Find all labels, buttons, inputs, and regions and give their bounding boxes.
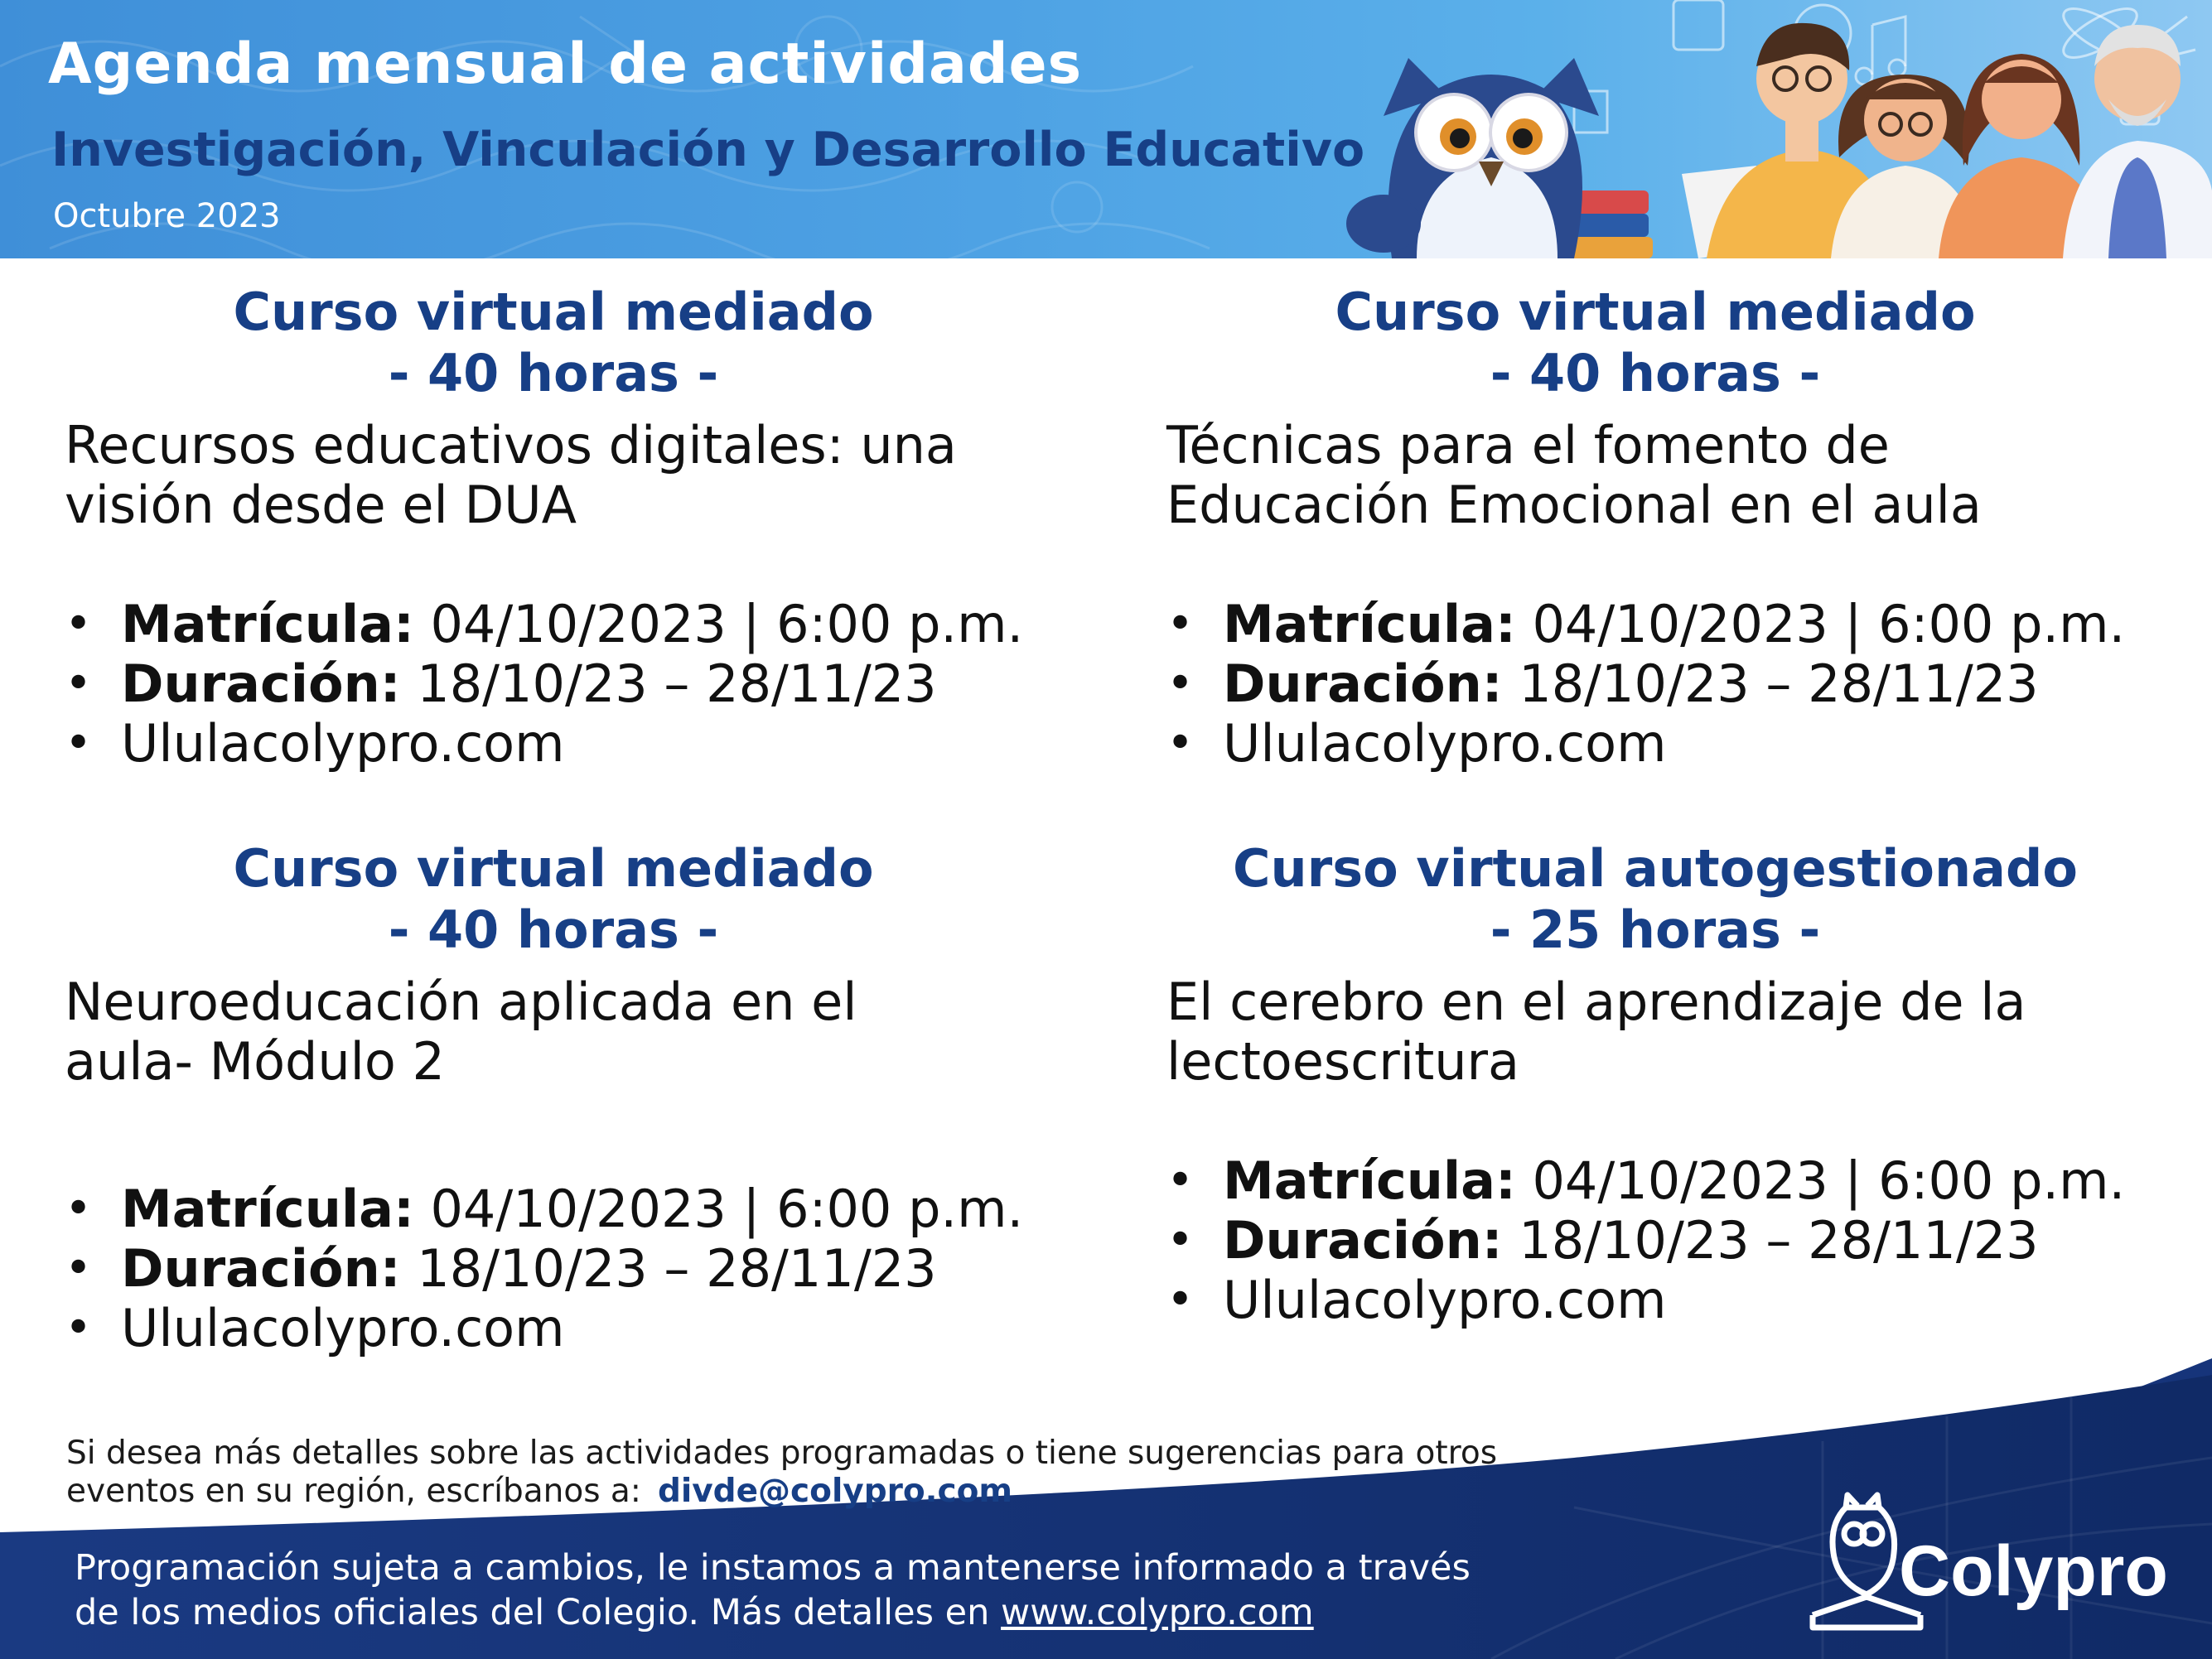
enrollment-item: • Matrícula: 04/10/2023 | 6:00 p.m. [65,595,1092,654]
footer-disclaimer: Programación sujeta a cambios, le instamos a mantenerse informado a través de los medios oficiales del Colegio. Más detalles en www.colypro.com [75,1547,1471,1633]
page-date: Octubre 2023 [53,197,281,235]
course-hours: - 40 horas - [388,343,719,403]
course-name: Neuroeducación aplicada en el aula- Módulo 2 [65,972,857,1092]
contact-email-link[interactable]: divde@colypro.com [657,1473,1013,1510]
course-name: Técnicas para el fomento de Educación Emocional en el aula [1166,415,1982,535]
course-card [1166,282,2194,774]
duration-item: • Duración: 18/10/23 – 28/11/23 [65,654,1092,714]
course-card [65,838,1092,1358]
course-details [1166,595,2194,774]
duration-item: • Duración: 18/10/23 – 28/11/23 [65,1239,1092,1299]
course-type: Curso virtual mediado [1335,282,1976,342]
enrollment-item: • Matrícula: 04/10/2023 | 6:00 p.m. [65,1179,1092,1239]
course-name: Recursos educativos digitales: una visión desde el DUA [65,415,957,535]
course-hours: - 40 horas - [388,899,719,960]
course-type: Curso virtual mediado [233,282,874,342]
colypro-logo-text: Colypro [1899,1531,2168,1611]
page-subtitle: Investigación, Vinculación y Desarrollo Educativo [51,123,1365,177]
course-card [65,282,1092,774]
site-item: • Ululacolypro.com [1166,714,2194,774]
course-type: Curso virtual mediado [233,838,874,899]
course-card [1166,838,2194,1330]
header-illustration [1292,0,2212,258]
course-details [65,1179,1092,1358]
duration-item: • Duración: 18/10/23 – 28/11/23 [1166,1211,2194,1271]
contact-note: Si desea más detalles sobre las actividades programadas o tiene sugerencias para otros eventos en su región, escríbanos a: divde@colypro.com [66,1435,1498,1510]
site-item: • Ululacolypro.com [65,1299,1092,1358]
course-details [1166,1151,2194,1330]
course-hours: - 25 horas - [1490,899,1821,960]
site-item: • Ululacolypro.com [1166,1271,2194,1330]
enrollment-item: • Matrícula: 04/10/2023 | 6:00 p.m. [1166,1151,2194,1211]
website-link[interactable]: www.colypro.com [1001,1592,1314,1633]
duration-item: • Duración: 18/10/23 – 28/11/23 [1166,654,2194,714]
course-details [65,595,1092,774]
teacher-man-icon [2063,25,2212,258]
page-title: Agenda mensual de actividades [48,31,1083,97]
header-banner [0,0,2212,258]
site-item: • Ululacolypro.com [65,714,1092,774]
course-type: Curso virtual autogestionado [1233,838,2078,899]
enrollment-item: • Matrícula: 04/10/2023 | 6:00 p.m. [1166,595,2194,654]
course-hours: - 40 horas - [1490,343,1821,403]
owl-mascot-icon [1346,58,1599,258]
course-name: El cerebro en el aprendizaje de la lectoescritura [1166,972,2026,1092]
